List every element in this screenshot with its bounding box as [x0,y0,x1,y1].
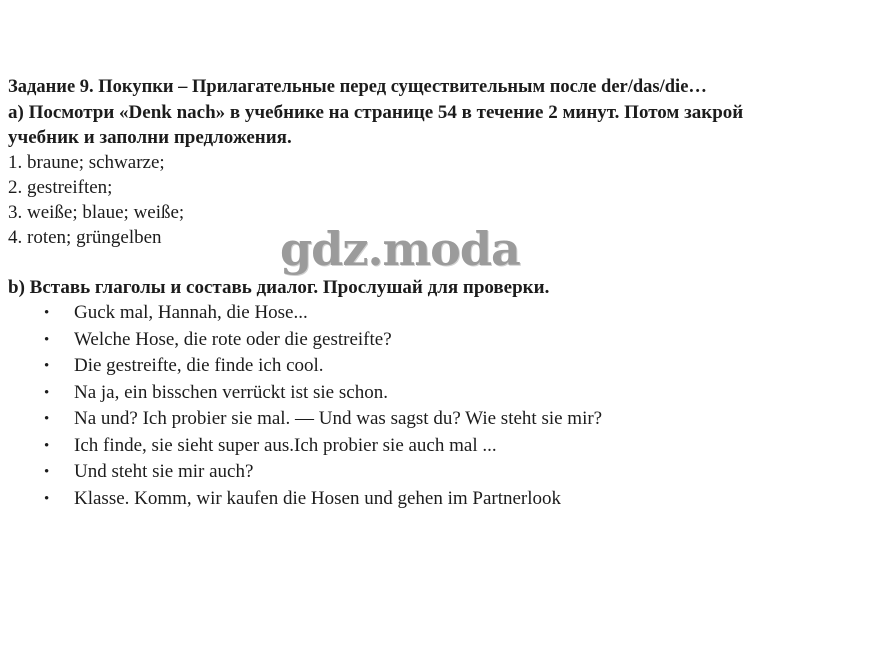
dialog-line [8,353,868,380]
bullet-icon: • [44,490,50,507]
dialog-line [8,486,868,513]
bullet-icon: • [44,305,50,321]
dialog-text: Na ja, ein bisschen verrückt ist sie schon. [74,381,388,403]
watermark: gdz.moda [280,222,520,276]
dialog-line [8,380,868,407]
dialog-line [8,300,868,327]
answer-2: 2. gestreiften; [8,177,113,198]
dialog-text: Guck mal, Hannah, die Hose... [74,302,308,323]
bullet-icon: • [44,331,50,348]
dialog-text: Na und? Ich probier sie mal. — Und was sagst du? Wie steht sie mir? [74,408,603,429]
dialog-line [8,459,868,486]
dialog-line [8,406,868,433]
dialog-text: Ich finde, sie sieht super aus.Ich probier sie auch mal ... [74,434,497,456]
answer-4: 4. roten; grüngelben [8,227,162,248]
answer-1: 1. braune; schwarze; [8,152,165,173]
dialog-text: Die gestreifte, die finde ich cool. [74,355,324,376]
part-a-instruction-line1: a) Посмотри «Denk nach» в учебнике на странице 54 в течение 2 минут. Потом закрой [8,102,744,123]
answer-3: 3. weiße; blaue; weiße; [8,202,185,223]
dialog-line [8,327,868,354]
part-b-instruction: b) Вставь глаголы и составь диалог. Прослушай для проверки. [8,277,550,298]
bullet-icon: • [44,437,50,454]
bullet-icon: • [44,358,50,374]
dialog-text: Welche Hose, die rote oder die gestreifte? [74,328,392,350]
dialog-line [8,433,868,460]
bullet-icon: • [44,411,50,427]
bullet-icon: • [44,464,50,480]
task-title: Задание 9. Покупки – Прилагательные перед существительным после der/das/die… [8,77,707,97]
document [8,75,868,512]
dialog-list [8,300,868,512]
part-a-instruction-line2: учебник и заполни предложения. [8,127,292,148]
dialog-text: Und steht sie mir auch? [74,461,254,482]
bullet-icon: • [44,384,50,401]
dialog-text: Klasse. Komm, wir kaufen die Hosen und gehen im Partnerlook [74,487,562,509]
